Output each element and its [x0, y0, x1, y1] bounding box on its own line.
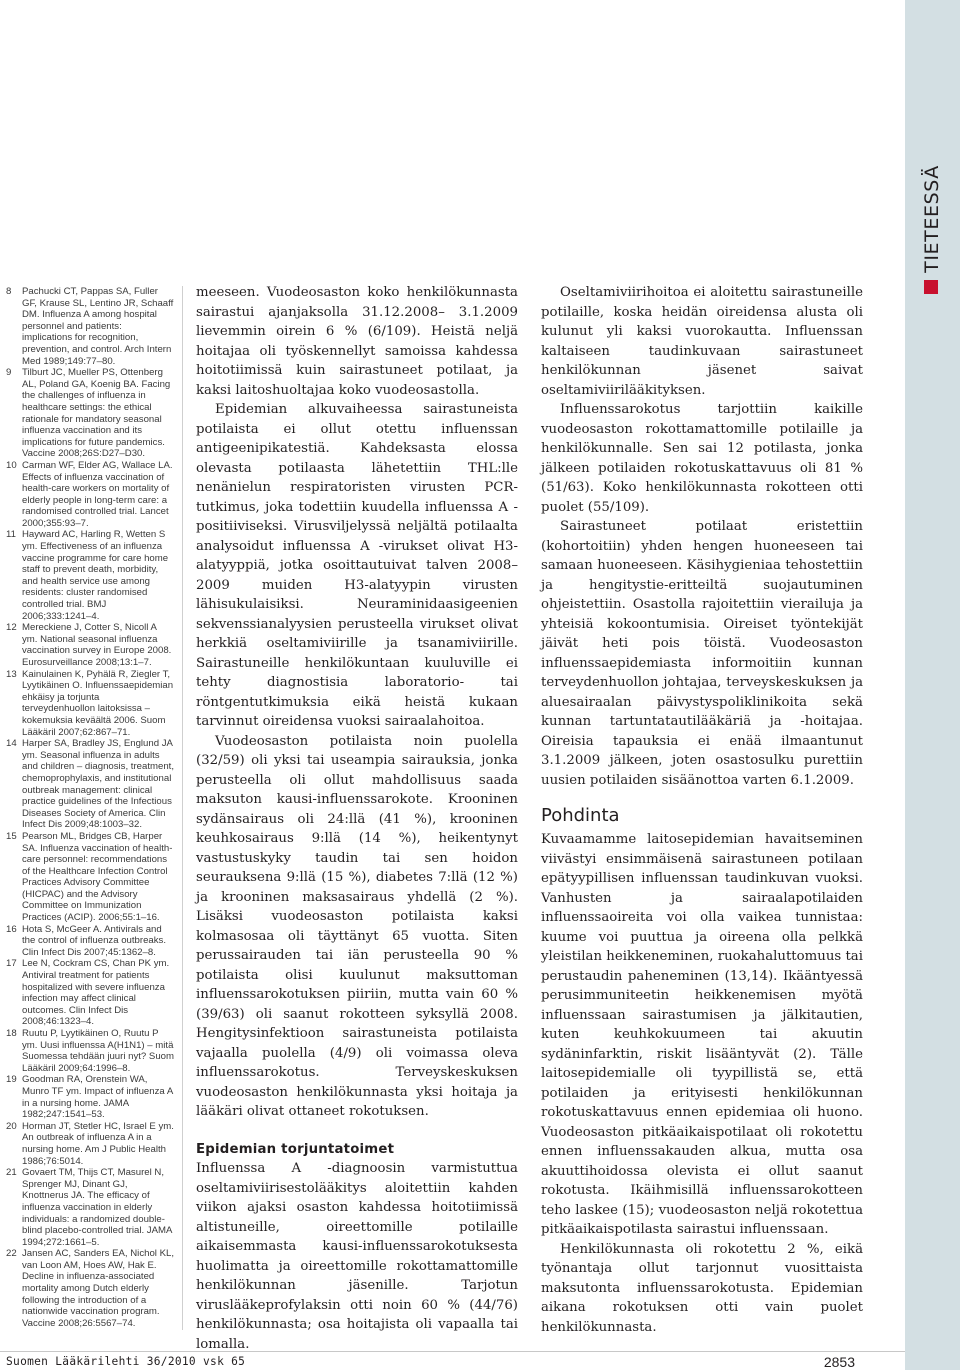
reference-item: [6, 958, 174, 1028]
reference-item: [6, 831, 174, 924]
reference-number: 21: [6, 1167, 17, 1179]
reference-item: [6, 367, 174, 460]
reference-text: Hayward AC, Harling R, Wetten S ym. Effectiveness of an influenza vaccine programme for care home staff to prevent death, morbidity, and health service use among residents: cluster randomised controlled trial. BMJ 2006;333:1241–4.: [22, 529, 169, 622]
reference-list: [6, 286, 174, 1329]
reference-item: [6, 529, 174, 622]
reference-number: 18: [6, 1028, 17, 1039]
section-heading: Epidemian torjuntatoimet: [196, 1141, 395, 1157]
reference-item: [6, 1028, 174, 1074]
reference-number: 8: [6, 286, 12, 297]
section-label-text: TIETEESSÄ: [921, 165, 943, 273]
reference-text: Mereckiene J, Cotter S, Nicoll A ym. National seasonal influenza vaccination survey in Europe 2008. Eurosurveillance 2008;13:1–7.: [22, 622, 172, 668]
reference-text: Jansen AC, Sanders EA, Nichol KL, van Loon AM, Hoes AW, Hak E. Decline in influenza-associated mortality among Dutch elderly following the introduction of a nationwide vaccination program. Vaccine 2008;26:5567–74.: [22, 1248, 174, 1329]
reference-text: Ruutu P, Lyytikäinen O, Ruutu P ym. Uusi influenssa A(H1N1) – mitä Suomessa tehdään juuri nyt? Suom Lääkäril 2009;64:1996–8.: [22, 1028, 174, 1074]
paragraph: Vuodeosaston potilaista noin puolella (32/59) oli yksi tai useampia sairauksia, jonka perusteella oli ollut mahdollisuus saada maksuton kausi-influenssarokote. Krooninen sydänsairaus oli 24:llä (41 %), krooninen keuhkosairaus 9:llä (14 %), heikentynyt vastustuskyky taudin tai sen hoidon seurauksena 9:llä (15 %), diabetes 7:llä (12 %) ja krooninen maksasairaus yhdellä (2 %). Lisäksi vuodeosaston potilaista kaksi kolmasosaa oli täyttänyt 65 vuotta. Siten perussairauden tai iän perusteella 90 % potilaista olisi kuulunut maksuttoman influenssarokotuksen piiriin, mutta vain 60 % (39/63) oli saanut rokotteen syksyllä 2008. Hengitysinfektioon sairastuneista potilaista vajaalla puolella (4/9) oli voimassa oleva influenssarokotus. Terveyskeskuksen vuodeosaston henkilökunnasta yksi hoitaja ja lääkäri olivat ottaneet rokotuksen.: [196, 733, 518, 1119]
reference-item: [6, 286, 174, 367]
section-label: [910, 152, 954, 286]
article-column-middle: [196, 283, 518, 1354]
reference-number: 22: [6, 1248, 17, 1260]
reference-text: Pearson ML, Bridges CB, Harper SA. Influenza vaccination of health-care personnel: recommendations of the Healthcare Infection Control Practices Advisory Committee (HICPAC) and the Advisory Committee on Immunization Practices (ACIP). 2006;55:1–16.: [22, 830, 173, 924]
reference-item: [6, 669, 174, 739]
article-column-right: [541, 283, 863, 1337]
column-divider: [182, 286, 183, 1330]
reference-item: [6, 1074, 174, 1120]
section-marker-icon: [924, 280, 938, 294]
paragraph: Oseltamiviirihoitoa ei aloitettu sairastuneille potilaille, koska heidän oireidensa alusta oli kulunut yli kaksi vuorokautta. Influenssan kaltaiseen taudinkuvaan sairastuneet henkilökunnan jäsenet saivat oseltamiviirilääkityksen.: [541, 285, 863, 398]
reference-number: 20: [6, 1120, 17, 1132]
reference-text: Pachucki CT, Pappas SA, Fuller GF, Krause SL, Lentino JR, Schaaff DM. Influenza A among hospital personnel and patients: implications for recognition, prevention, and control. Arch Intern Med 1989;149:77–80.: [22, 286, 174, 367]
paragraph: Sairastuneet potilaat eristettiin (kohortoitiin) yhden hengen huoneeseen tai samaan huoneeseen. Käsihygieniaa tehostettiin ja hengitystie-eritteiltä suojautuminen ohjeistettiin. Osastolla rajoitettiin vierailuja ja yhteisiä kokoontumisia. Oireiset työntekijät jäivät heti pois töistä. Vuodeosaston influenssaepidemiasta informoitiin kunnan terveydenhuollon johtajaa, terveyskeskuksen ja aluesairaalan päivystyspoliklinikoita sekä kunnan tartuntatautilääkäriä ja -hoitajaa. Oireisia tapauksia ei enää ilmaantunut 3.1.2009 jälkeen, joten osastosulku purettiin uusien potilaiden sisäänottoa varten 6.1.2009.: [541, 519, 863, 788]
reference-number: 13: [6, 668, 17, 680]
paragraph: Influenssarokotus tarjottiin kaikille vuodeosaston rokottamattomille potilaille ja henkilökunnalle. Sen sai 12 potilasta, jonka jälkeen potilaiden rokotuskattavuus oli 81 % (51/63). Koko henkilökunnasta rokotteen otti puolet (55/109).: [541, 402, 863, 515]
reference-text: Horman JT, Stetler HC, Israel E ym. An outbreak of influenza A in a nursing home. Am J Public Health 1986;76:5014.: [22, 1120, 174, 1167]
journal-issue: Suomen Lääkärilehti 36/2010 vsk 65: [6, 1355, 246, 1368]
page-number: 2853: [823, 1354, 855, 1370]
paragraph: Henkilökunnasta oli rokotettu 2 %, eikä työnantaja ollut tarjonnut vuosittaista maksutonta influenssarokotusta. Epidemian aikana rokotuksen otti vain puolet henkilökunnasta.: [541, 1241, 863, 1335]
paragraph: meeseen. Vuodeosaston koko henkilökunnasta sairastui ajanjaksolla 31.12.2008– 3.1.2009 lievemmin oirein 6 % (6/109). Heistä neljä hoitajaa oli työskennellyt samoissa kahdessa hoitotiimissä kuin sairastuneet potilaat, ja kaksi laitoshuoltajaa koko vuodeosastolla.: [196, 285, 518, 398]
reference-number: 16: [6, 923, 17, 935]
reference-number: 11: [6, 529, 16, 541]
section-heading: Pohdinta: [541, 805, 620, 826]
reference-item: [6, 924, 174, 959]
reference-number: 10: [6, 459, 17, 471]
reference-text: Tilburt JC, Mueller PS, Ottenberg AL, Poland GA, Koenig BA. Facing the challenges of influenza in healthcare settings: the ethical rationale for mandatory seasonal influenza vaccination and its implications for future pandemics. Vaccine 2008;26S:D27–D30.: [22, 367, 171, 460]
reference-item: [6, 1248, 174, 1329]
reference-text: Goodman RA, Orenstein WA, Munro TF ym. Impact of influenza A in a nursing home. JAMA 1982;247:1541–53.: [22, 1074, 173, 1121]
reference-text: Lee N, Cockram CS, Chan PK ym. Antiviral treatment for patients hospitalized with severe influenza infection may affect clinical outcomes. Clin Infect Dis 2008;46:1323–4.: [22, 958, 170, 1028]
reference-number: 14: [6, 738, 17, 750]
reference-text: Harper SA, Bradley JS, Englund JA ym. Seasonal influenza in adults and children – diagnosis, treatment, chemoprophylaxis, and institutional outbreak management: clinical practice guidelines of the Infectious Diseases Society of America. Clin Infect Dis 2009;48:1003–32.: [22, 738, 174, 831]
reference-item: [6, 1121, 174, 1167]
reference-text: Kainulainen K, Pyhälä R, Ziegler T, Lyytikäinen O. Influenssaepidemian ehkäisy ja torjunta terveydenhuollon laitoksissa – kokemuksia keväältä 2006. Suom Lääkäril 2007;62:867–71.: [22, 668, 174, 738]
reference-number: 19: [6, 1074, 17, 1086]
reference-text: Carman WF, Elder AG, Wallace LA. Effects of influenza vaccination of health-care workers on mortality of elderly people in long-term care: a randomised controlled trial. Lancet 2000;355:93–7.: [22, 459, 173, 529]
footer-rule: [0, 1351, 905, 1352]
reference-text: Govaert TM, Thijs CT, Masurel N, Sprenger MJ, Dinant GJ, Knottnerus JA. The efficacy of influenza vaccination in elderly individuals: a randomized double-blind placebo-controlled trial. JAMA 1994;272:1661–5.: [22, 1167, 172, 1248]
reference-item: [6, 738, 174, 831]
paragraph: Influenssa A -diagnoosin varmistuttua oseltamiviirisestolääkitys aloitettiin kahden viikon ajaksi osaston kahdessa hoitotiimissä altistuneille, oireettomille potilaille aikaisemmasta kausi-influenssarokotuksesta huolimatta ja oireettomille rokottamattomille henkilökunnan jäsenille. Tarjotun viruslääkeprofylaksin otti noin 60 % (44/76) henkilökunnasta; osa hoitajista oli vapaalla tai lomalla.: [196, 1161, 518, 1352]
reference-number: 9: [6, 367, 12, 379]
reference-item: [6, 460, 174, 530]
paragraph: Kuvaamamme laitosepidemian havaitseminen viivästyi ensimmäisenä sairastuneen potilaan epätyypillisen influenssan taudinkuvan vuoksi. Vanhusten ja sairaalapotilaiden influenssaoireita voi olla vaikea tunnistaa: kuume voi puuttua ja oireena olla pelkkä yleistilan heikkeneminen, ruokahaluttomuus tai perustaudin paheneminen (13,14). Ikääntyessä perusimmuniteetin heikkenemisen myötä influenssaan sairastumisen ja jälkitautien, kuten keuhkokuumeen tai akuutin sydäninfarktin, riskit lisääntyvät (2). Tälle laitosepidemialle oli tyypillistä se, että potilaiden ja erityisesti henkilökunnan rokotuskattavuus ennen epidemiaa oli huono. Vuodeosaston pitkäaikaispotilaat oli rokotettu ennen influenssakauden alkua, mutta osa akuuttihoidossa olevista ei ollut saanut rokotusta. Ikäihmisillä influenssarokotteen teho laskee (15); vuodeosaston neljä rokotettua pitkäaikaispotilasta sairastui influenssaan.: [541, 832, 863, 1237]
reference-number: 15: [6, 830, 17, 842]
reference-item: [6, 1167, 174, 1248]
paragraph: Epidemian alkuvaiheessa sairastuneista potilaista ei ollut otettu influenssan antigeenipikatestiä. Kahdeksasta elossa olevasta potilaasta lähetettiin THL:lle nenänielun respiratoristen virusten PCR-tutkimus, joka todettiin kuudella influenssa A -positiiviseksi. Virusviljelyssä neljältä potilaalta analysoidut influenssa A -virukset olivat H3-alatyyppiä, jotka osoittautuivat talven 2008–2009 muiden H3-alatyypin virusten lähisukulaisiksi. Neuraminidaasigeenien sekvenssianalyysien perusteella virukset olivat herkkiä oseltamiviirille ja tsanamiviirille. Sairastuneille henkilökuntaan kuuluville ei tehty diagnostisia laboratorio- tai röntgentutkimuksia eikä heistä kukaan tarvinnut oireidensa vuoksi sairaalahoitoa.: [196, 402, 518, 729]
reference-number: 12: [6, 622, 17, 634]
reference-text: Hota S, McGeer A. Antivirals and the control of influenza outbreaks. Clin Infect Dis 2007;45:1362–8.: [22, 923, 166, 958]
reference-number: 17: [6, 958, 17, 970]
reference-item: [6, 622, 174, 668]
